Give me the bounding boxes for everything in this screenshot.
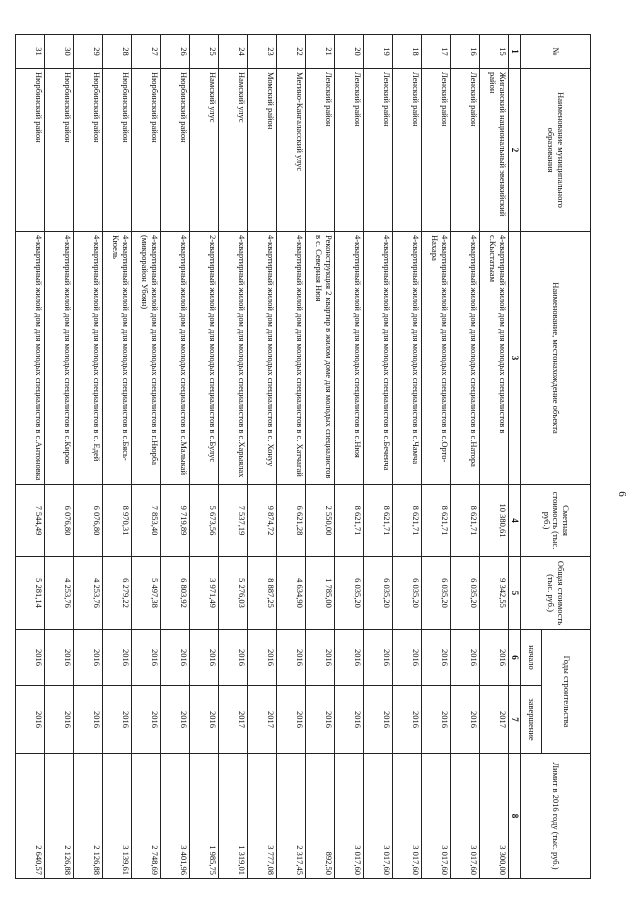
cell-municipality: Намский улус — [190, 69, 219, 232]
cell-limit: 1 985,75 — [190, 754, 219, 879]
cell-start: 2016 — [16, 630, 45, 686]
table-row — [161, 35, 190, 879]
cell-limit: 3 017,60 — [335, 754, 364, 879]
cell-municipality: Нюрбинский район — [45, 69, 74, 232]
cell-total: 6 035,20 — [393, 557, 422, 630]
cell-start: 2016 — [422, 630, 451, 686]
cell-end: 2016 — [277, 686, 306, 754]
cell-municipality: Ленский район — [364, 69, 393, 232]
cell-object: 4-квартирный жилой дом для молодых специалистов в с.Кыстатыам — [480, 232, 509, 485]
cell-total: 4 634,90 — [277, 557, 306, 630]
cell-no: 24 — [219, 35, 248, 69]
cell-start: 2016 — [451, 630, 480, 686]
cell-total: 1 785,00 — [306, 557, 335, 630]
cell-estimate: 7 537,19 — [219, 485, 248, 557]
cell-limit: 2 317,45 — [277, 754, 306, 879]
cell-end: 2016 — [161, 686, 190, 754]
cell-start: 2016 — [190, 630, 219, 686]
cell-limit: 2 126,88 — [74, 754, 103, 879]
cell-start: 2016 — [103, 630, 132, 686]
cell-limit: 3 017,60 — [451, 754, 480, 879]
cell-end: 2016 — [45, 686, 74, 754]
cell-municipality: Ленский район — [393, 69, 422, 232]
cell-end: 2017 — [248, 686, 277, 754]
cell-limit: 3 017,60 — [393, 754, 422, 879]
cell-no: 19 — [364, 35, 393, 69]
cell-total: 6 803,92 — [161, 557, 190, 630]
table-row — [45, 35, 74, 879]
cell-end: 2016 — [132, 686, 161, 754]
cell-object: 4-квартирный жилой дом для молодых специалистов в с.Чамча — [393, 232, 422, 485]
table-row — [16, 35, 45, 879]
cell-estimate: 6 076,80 — [45, 485, 74, 557]
cell-total: 4 253,76 — [45, 557, 74, 630]
cell-object: 4-квартирный жилой дом для молодых специалистов в с.Беченча — [364, 232, 393, 485]
cell-end: 2016 — [451, 686, 480, 754]
cell-end: 2016 — [364, 686, 393, 754]
col-index: 7 — [509, 686, 521, 754]
cell-estimate: 7 853,40 — [132, 485, 161, 557]
header-end: завершение — [521, 686, 542, 754]
cell-estimate: 9 719,89 — [161, 485, 190, 557]
cell-limit: 892,50 — [306, 754, 335, 879]
cell-limit: 3 401,96 — [161, 754, 190, 879]
cell-municipality: Нюрбинский район — [103, 69, 132, 232]
cell-estimate: 6 621,28 — [277, 485, 306, 557]
cell-estimate: 8 621,71 — [364, 485, 393, 557]
col-index: 8 — [509, 754, 521, 879]
cell-object: Реконструкция 2 квартир в жилом доме для молодых специалистов в с. Северная Нюя — [306, 232, 335, 485]
rotated-page — [34, 34, 591, 878]
cell-municipality: Нюрбинский район — [161, 69, 190, 232]
cell-total: 5 281,14 — [16, 557, 45, 630]
cell-no: 17 — [422, 35, 451, 69]
col-index: 5 — [509, 557, 521, 630]
cell-no: 16 — [451, 35, 480, 69]
cell-start: 2016 — [306, 630, 335, 686]
cell-estimate: 8 970,31 — [103, 485, 132, 557]
cell-estimate: 8 621,71 — [451, 485, 480, 557]
cell-no: 29 — [74, 35, 103, 69]
header-years: Годы строительства — [542, 630, 591, 754]
cell-estimate: 8 621,71 — [335, 485, 364, 557]
cell-limit: 3 777,08 — [248, 754, 277, 879]
table-row — [480, 35, 509, 879]
cell-end: 2016 — [190, 686, 219, 754]
cell-estimate: 6 076,80 — [74, 485, 103, 557]
cell-limit: 3 017,60 — [422, 754, 451, 879]
cell-estimate: 7 544,49 — [16, 485, 45, 557]
table-body — [16, 35, 509, 879]
cell-total: 6 035,20 — [451, 557, 480, 630]
column-index-row — [509, 35, 521, 879]
cell-start: 2016 — [335, 630, 364, 686]
cell-estimate: 10 380,61 — [480, 485, 509, 557]
cell-start: 2016 — [480, 630, 509, 686]
cell-no: 22 — [277, 35, 306, 69]
cell-municipality: Ленский район — [422, 69, 451, 232]
table-row — [335, 35, 364, 879]
cell-start: 2016 — [132, 630, 161, 686]
table-row — [451, 35, 480, 879]
cell-start: 2016 — [219, 630, 248, 686]
cell-limit: 2 640,57 — [16, 754, 45, 879]
cell-municipality: Намский улус — [219, 69, 248, 232]
cell-object: 4-квартирный жилой дом для молодых специалистов в с.Бясь-Кюель — [103, 232, 132, 485]
cell-estimate: 8 621,71 — [393, 485, 422, 557]
cell-municipality: Нюрбинский район — [132, 69, 161, 232]
cell-municipality: Момский район — [248, 69, 277, 232]
cell-object: 4-квартирный жилой дом для молодых специалистов в с.Натора — [451, 232, 480, 485]
cell-start: 2016 — [161, 630, 190, 686]
cell-object: 4-квартирный жилой дом для молодых специалистов в г.Нюрба (микрорайон Убоян) — [132, 232, 161, 485]
cell-total: 5 276,03 — [219, 557, 248, 630]
cell-start: 2016 — [248, 630, 277, 686]
cell-total: 6 279,22 — [103, 557, 132, 630]
cell-object: 4-квартирный жилой дом для молодых специалистов в с. Едей — [74, 232, 103, 485]
cell-object: 2-квартирный жилой дом для молодых специалистов в с.Булус — [190, 232, 219, 485]
cell-start: 2016 — [393, 630, 422, 686]
cell-object: 4-квартирный жилой дом для молодых специалистов в с.Харыялах — [219, 232, 248, 485]
table-row — [190, 35, 219, 879]
cell-municipality: Жиганский национальный эвенкийский район — [480, 69, 509, 232]
col-index: 3 — [509, 232, 521, 485]
cell-estimate: 2 550,00 — [306, 485, 335, 557]
cell-municipality: Ленский район — [451, 69, 480, 232]
cell-no: 31 — [16, 35, 45, 69]
table-row — [422, 35, 451, 879]
cell-end: 2016 — [422, 686, 451, 754]
cell-total: 6 035,20 — [335, 557, 364, 630]
header-limit: Лимит в 2016 году (тыс. руб.) — [521, 754, 591, 879]
cell-limit: 2 748,69 — [132, 754, 161, 879]
table-row — [74, 35, 103, 879]
cell-limit: 3 300,00 — [480, 754, 509, 879]
cell-total: 8 887,25 — [248, 557, 277, 630]
header-no: № — [521, 35, 591, 69]
cell-object: 4-квартирный жилой дом для молодых специалистов в с.Малыкай — [161, 232, 190, 485]
cell-no: 21 — [306, 35, 335, 69]
cell-municipality: Нюрбинский район — [74, 69, 103, 232]
cell-object: 4-квартирный жилой дом для молодых специалистов в с.Антоновка — [16, 232, 45, 485]
table-row — [364, 35, 393, 879]
cell-estimate: 9 874,72 — [248, 485, 277, 557]
cell-limit: 1 319,01 — [219, 754, 248, 879]
cell-municipality: Ленский район — [306, 69, 335, 232]
cell-no: 30 — [45, 35, 74, 69]
cell-no: 18 — [393, 35, 422, 69]
cell-estimate: 8 621,71 — [422, 485, 451, 557]
cell-no: 23 — [248, 35, 277, 69]
cell-end: 2016 — [335, 686, 364, 754]
cell-object: 4-квартирный жилой дом для молодых специалистов в с.Нюя — [335, 232, 364, 485]
table-row — [132, 35, 161, 879]
cell-municipality: Мегино-Кангаласский улус — [277, 69, 306, 232]
table-row — [277, 35, 306, 879]
cell-start: 2016 — [277, 630, 306, 686]
cell-total: 4 253,76 — [74, 557, 103, 630]
header-estimate: Сметная стоимость (тыс. руб.) — [521, 485, 591, 557]
header-object: Наименование, местонахождение объекта — [521, 232, 591, 485]
cell-no: 28 — [103, 35, 132, 69]
cell-total: 3 971,49 — [190, 557, 219, 630]
cell-no: 26 — [161, 35, 190, 69]
col-index: 1 — [509, 35, 521, 69]
col-index: 4 — [509, 485, 521, 557]
cell-no: 20 — [335, 35, 364, 69]
table-row — [306, 35, 335, 879]
cell-object: 4-квартирный жилой дом для молодых специалистов в с. Хонуу — [248, 232, 277, 485]
header-municipality: Наименование муниципального образования — [521, 69, 591, 232]
cell-end: 2016 — [16, 686, 45, 754]
cell-end: 2016 — [306, 686, 335, 754]
cell-limit: 3 017,60 — [364, 754, 393, 879]
cell-start: 2016 — [74, 630, 103, 686]
cell-object: 4-квартирный жилой дом для молодых специалистов в с. Хатчагай — [277, 232, 306, 485]
cell-start: 2016 — [364, 630, 393, 686]
cell-start: 2016 — [45, 630, 74, 686]
cell-end: 2017 — [480, 686, 509, 754]
cell-total: 9 342,55 — [480, 557, 509, 630]
cell-no: 25 — [190, 35, 219, 69]
cell-end: 2016 — [393, 686, 422, 754]
cell-estimate: 5 673,56 — [190, 485, 219, 557]
cell-total: 6 035,20 — [422, 557, 451, 630]
col-index: 6 — [509, 630, 521, 686]
col-index: 2 — [509, 69, 521, 232]
cell-end: 2016 — [74, 686, 103, 754]
cell-total: 5 497,38 — [132, 557, 161, 630]
cell-no: 15 — [480, 35, 509, 69]
header-total: Общая стоимость (тыс. руб.) — [521, 557, 591, 630]
table-row — [393, 35, 422, 879]
cell-no: 27 — [132, 35, 161, 69]
cell-total: 6 035,20 — [364, 557, 393, 630]
cell-object: 4-квартирный жилой дом для молодых специалистов в с.Орто-Нахара — [422, 232, 451, 485]
table-row — [219, 35, 248, 879]
construction-table — [15, 34, 591, 879]
cell-limit: 3 139,61 — [103, 754, 132, 879]
table-header — [509, 35, 591, 879]
page-number: 6 — [616, 491, 628, 497]
header-start: начало — [521, 630, 542, 686]
cell-object: 4-квартирный жилой дом для молодых специалистов в с.Киров — [45, 232, 74, 485]
cell-end: 2017 — [219, 686, 248, 754]
cell-end: 2016 — [103, 686, 132, 754]
cell-municipality: Нюрбинский район — [16, 69, 45, 232]
table-row — [103, 35, 132, 879]
cell-municipality: Ленский район — [335, 69, 364, 232]
table-row — [248, 35, 277, 879]
cell-limit: 2 126,88 — [45, 754, 74, 879]
